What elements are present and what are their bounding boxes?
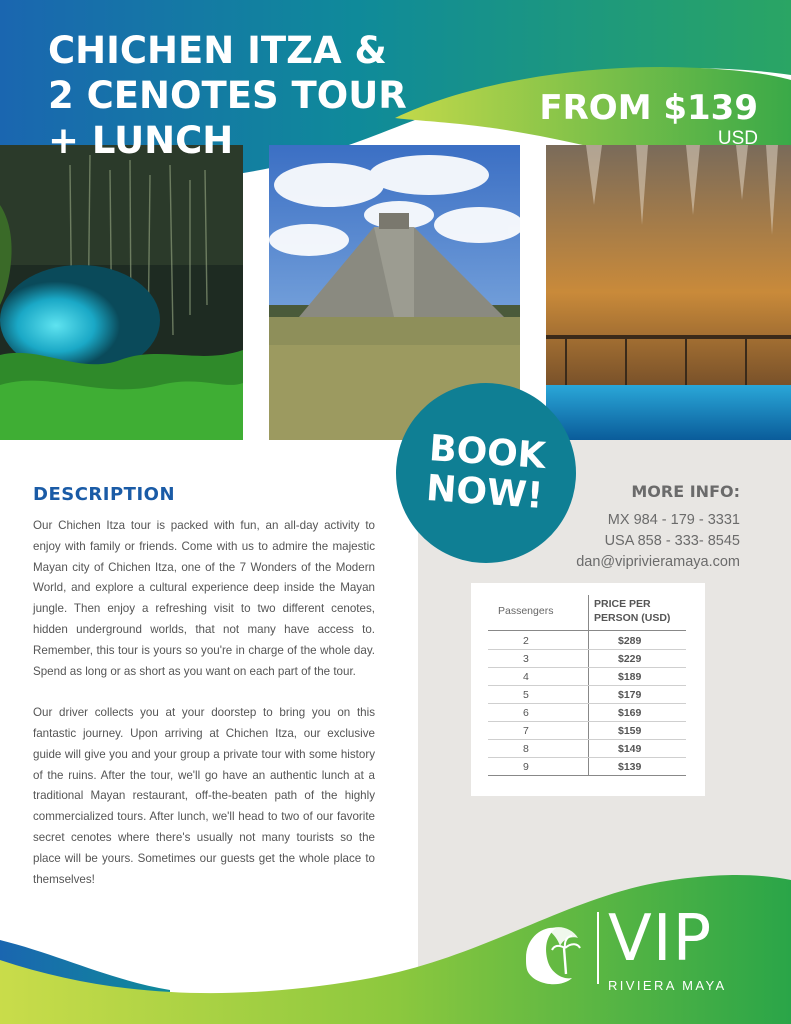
price-table-header — [488, 595, 686, 631]
price-row — [488, 758, 686, 776]
price-table-body — [488, 632, 686, 776]
passenger-count: 4 — [523, 671, 529, 683]
price-row — [488, 668, 686, 686]
description-paragraph: Our driver collects you at your doorstep to bring you on this fantastic journey. Upon arriving at Chichen Itza, our exclusive guide will give you and your group a private tour with some history of the ruins. After the tour, we'll go have an authentic lunch at a traditional Mayan restaurant, off-the-beaten path of the highly commercialized tours. After lunch, we'll head to two of our favorite secret cenotes where there's usually not many tourists so the place will be yours. Sometimes our guests get the whole place to themselves! — [33, 706, 375, 886]
tour-title-line: 2 CENOTES TOUR — [48, 74, 407, 117]
passenger-count: 6 — [523, 707, 529, 719]
price-badge — [539, 88, 758, 150]
description-body — [33, 516, 375, 911]
contact-heading: MORE INFO: — [631, 482, 740, 501]
passenger-count: 7 — [523, 725, 529, 737]
price-row — [488, 704, 686, 722]
passenger-count: 2 — [523, 635, 529, 647]
price-row — [488, 632, 686, 650]
vip-riviera-maya-logo — [518, 902, 758, 998]
price-column-header-line: PRICE PER — [594, 598, 651, 610]
price-per-person: $149 — [618, 743, 642, 755]
logo-tagline: RIVIERA MAYA — [608, 978, 727, 993]
tour-title-line: + LUNCH — [48, 119, 234, 162]
logo-separator — [597, 912, 599, 984]
tour-title-line: CHICHEN ITZA & — [48, 29, 387, 72]
price-per-person: $289 — [618, 635, 642, 647]
passenger-count: 8 — [523, 743, 529, 755]
price-per-person: $179 — [618, 689, 642, 701]
description-heading: DESCRIPTION — [33, 484, 176, 505]
price-row — [488, 722, 686, 740]
contact-info — [576, 482, 740, 573]
price-currency: USD — [717, 128, 758, 149]
price-column-header-line: PERSON (USD) — [594, 612, 671, 624]
price-row — [488, 650, 686, 668]
cave-cenote-photo — [546, 145, 791, 440]
price-row — [488, 740, 686, 758]
passenger-count: 5 — [523, 689, 529, 701]
email-link[interactable]: dan@viprivieramaya.com — [576, 554, 740, 570]
mx-phone[interactable]: MX 984 - 179 - 3331 — [607, 512, 740, 528]
book-now-line: BOOK — [427, 428, 547, 478]
price-per-person: $229 — [618, 653, 642, 665]
price-column-header — [594, 597, 670, 625]
passenger-count: 3 — [523, 653, 529, 665]
tour-title — [48, 28, 428, 163]
book-now-line: NOW! — [424, 467, 545, 517]
price-per-person: $169 — [618, 707, 642, 719]
price-per-person: $139 — [618, 761, 642, 773]
passengers-column-header: Passengers — [498, 605, 554, 617]
cenote-photo — [0, 145, 243, 440]
price-amount: FROM $139 — [539, 88, 758, 128]
passenger-count: 9 — [523, 761, 529, 773]
header-divider — [488, 630, 686, 631]
price-row — [488, 686, 686, 704]
usa-phone[interactable]: USA 858 - 333- 8545 — [604, 533, 740, 549]
shell-palm-icon — [518, 918, 588, 988]
price-per-person: $189 — [618, 671, 642, 683]
logo-wordmark: VIP — [608, 902, 713, 976]
description-paragraph: Our Chichen Itza tour is packed with fun, an all-day activity to enjoy with family or friends. Come with us to admire the majestic Mayan city of Chichen Itza, one of the 7 Wonders of the Modern World, and explore a cultural experience deep inside the Mayan jungle. Then enjoy a refreshing visit to two different cenotes, hidden underground worlds, that not many have access to. Remember, this tour is yours so you're in charge of the whole day. Spend as long or as short as you want on each part of the tour. — [33, 519, 375, 678]
price-per-person: $159 — [618, 725, 642, 737]
price-table — [471, 583, 705, 796]
